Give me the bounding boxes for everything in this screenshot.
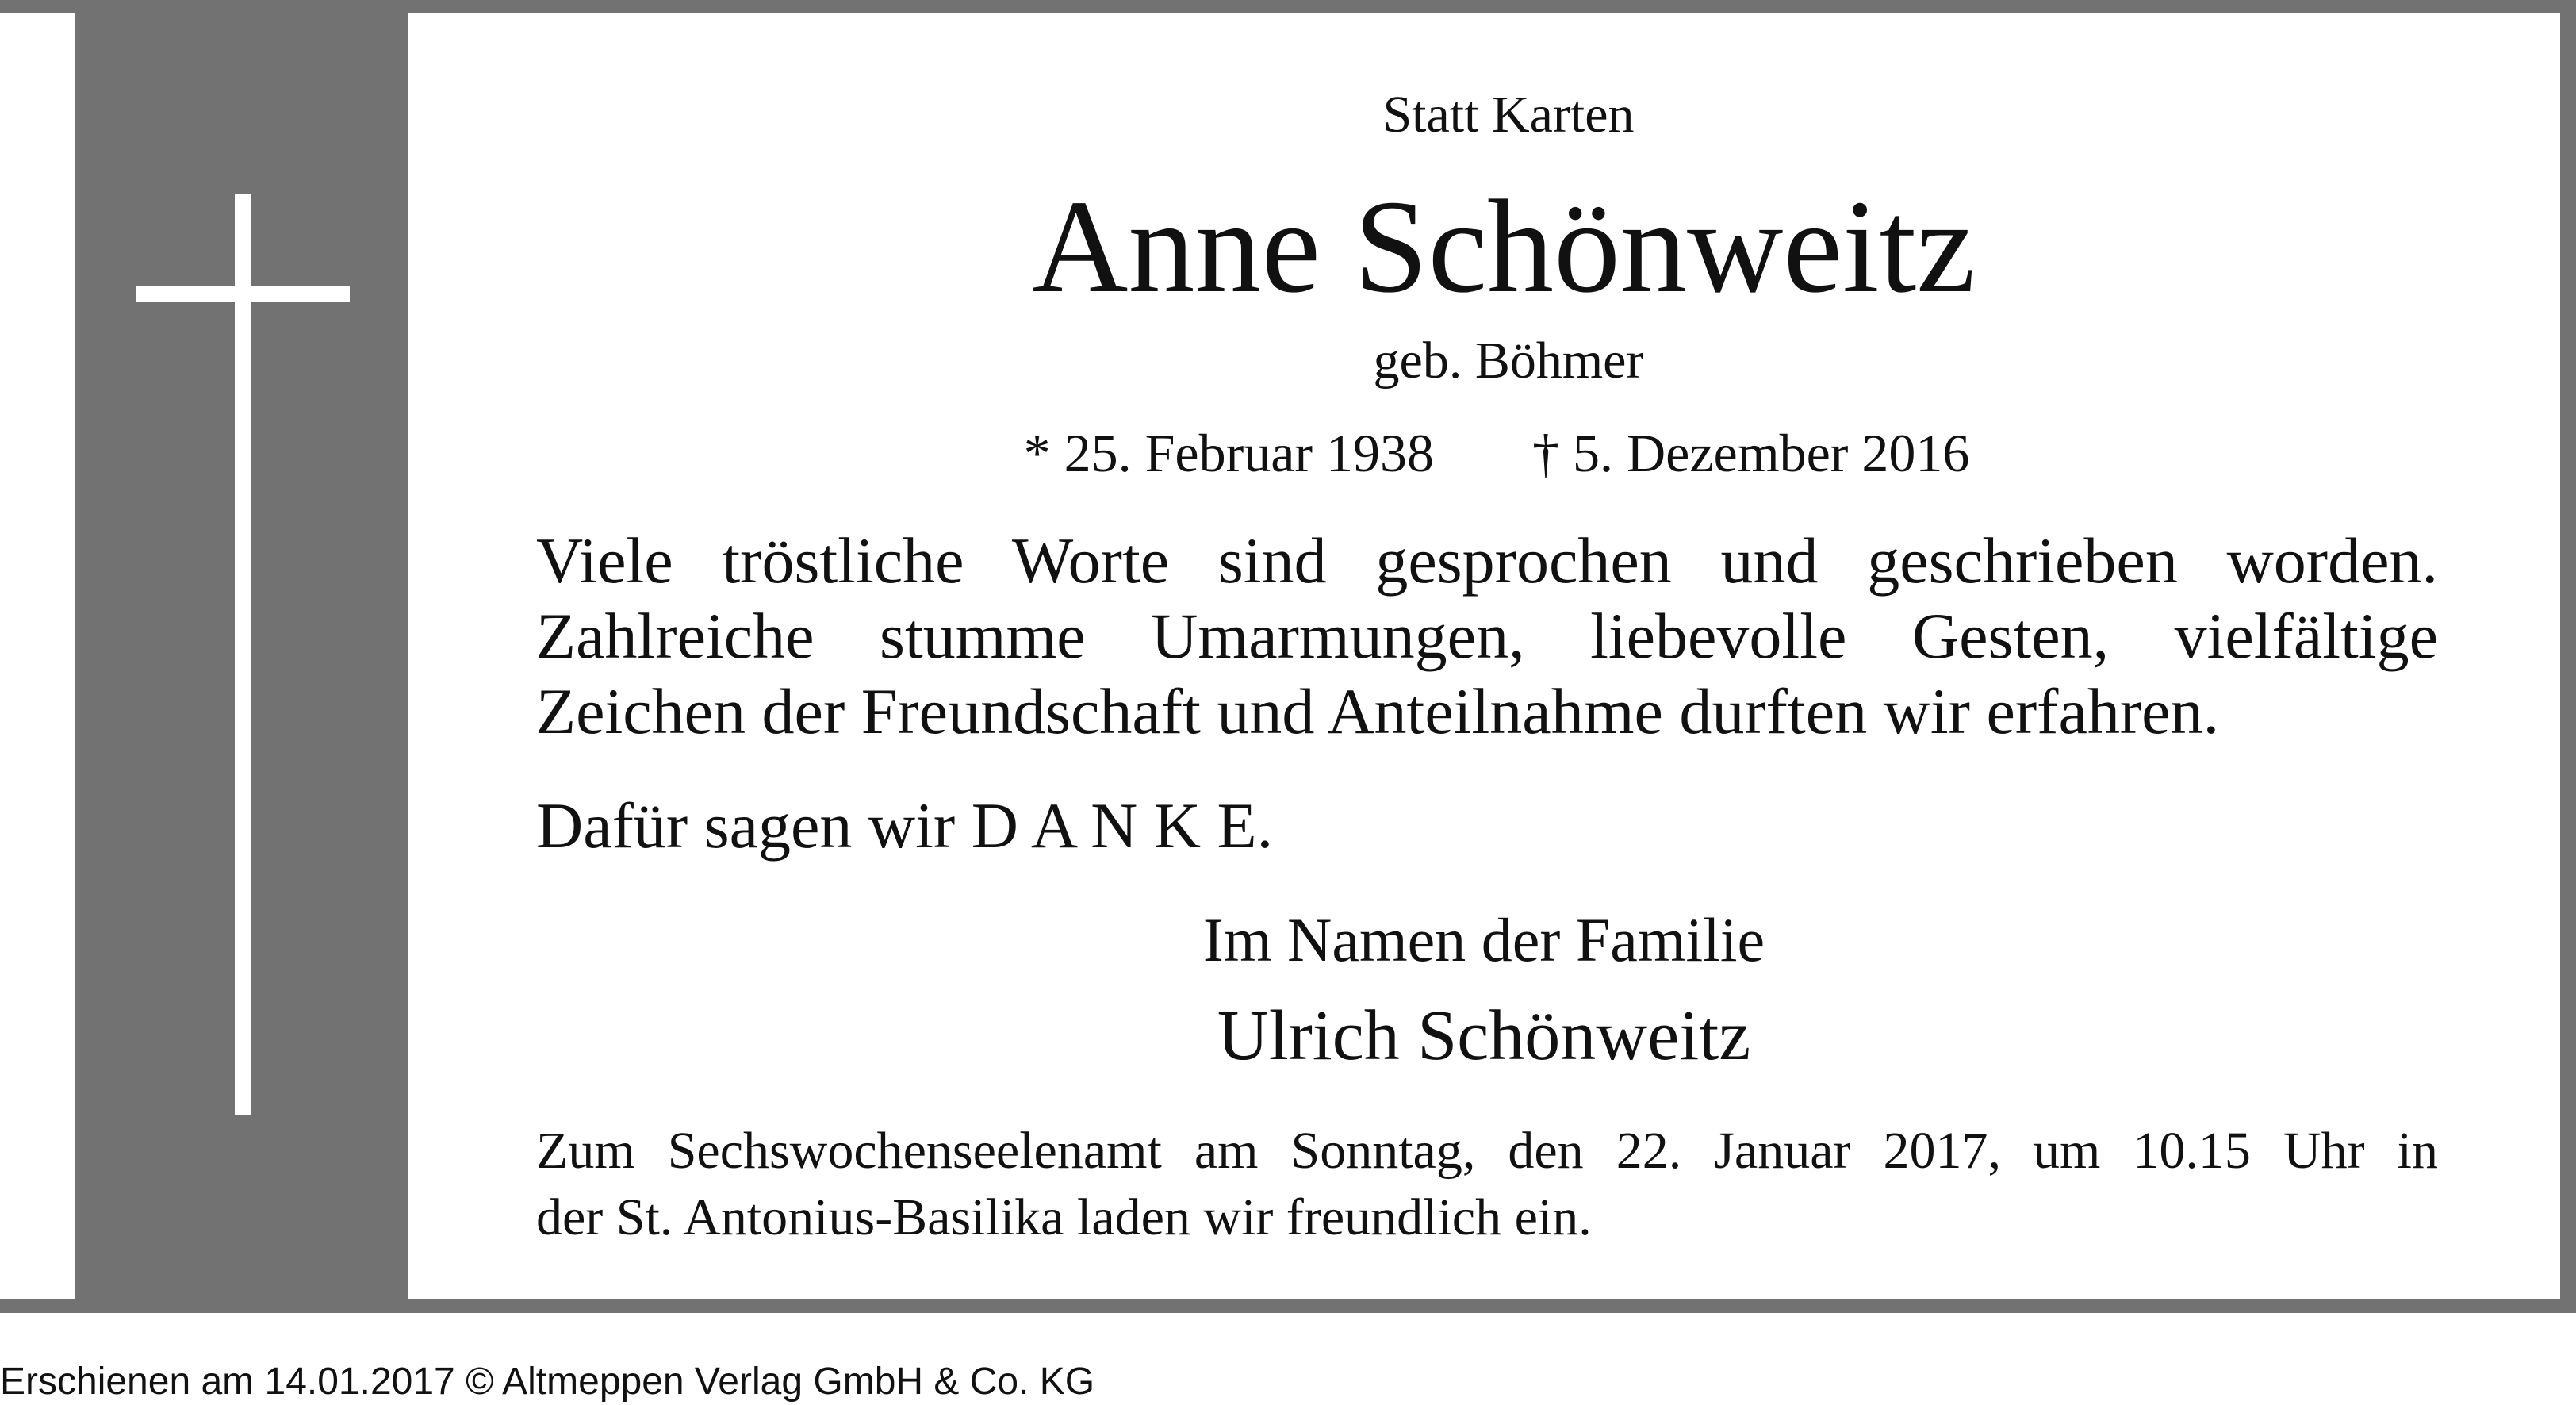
life-dates: [408, 420, 2560, 486]
pre-title: Statt Karten: [1382, 86, 1635, 144]
death-date: † 5. Dezember 2016: [1532, 423, 1970, 483]
cross-panel: [75, 0, 408, 1313]
birth-date: * 25. Februar 1938: [1023, 423, 1435, 483]
publication-footer: Erschienen am 14.01.2017 © Altmeppen Verlag GmbH & Co. KG: [0, 1361, 1095, 1403]
service-line: der St. Antonius-Basilika laden wir freundlich ein.: [536, 1188, 1592, 1246]
left-white-strip: [0, 13, 75, 1299]
family-name: Ulrich Schönweitz: [1217, 996, 1751, 1075]
family-label: Im Namen der Familie: [1202, 905, 1765, 974]
cross-horizontal-bar: [136, 286, 350, 302]
birth-name: geb. Böhmer: [1373, 332, 1644, 390]
paragraph-line: Viele tröstliche Worte sind gesprochen und geschrieben worden.: [536, 524, 2438, 597]
service-line: Zum Sechswochenseelenamt am Sonntag, den 22. Januar 2017, um 10.15 Uhr in: [536, 1122, 2438, 1180]
paragraph-line: Zahlreiche stumme Umarmungen, liebevolle Gesten, vielfältige: [536, 600, 2438, 672]
deceased-name: Anne Schönweitz: [1032, 173, 1976, 321]
cross-vertical-bar: [235, 194, 251, 1115]
obituary-content: [408, 13, 2560, 1299]
thanks-line: Dafür sagen wir D A N K E.: [536, 789, 1274, 862]
gratitude-paragraph: [536, 523, 2438, 749]
service-notice: [536, 1118, 2438, 1251]
paragraph-line: Zeichen der Freundschaft und Anteilnahme durften wir erfahren.: [536, 675, 2220, 747]
